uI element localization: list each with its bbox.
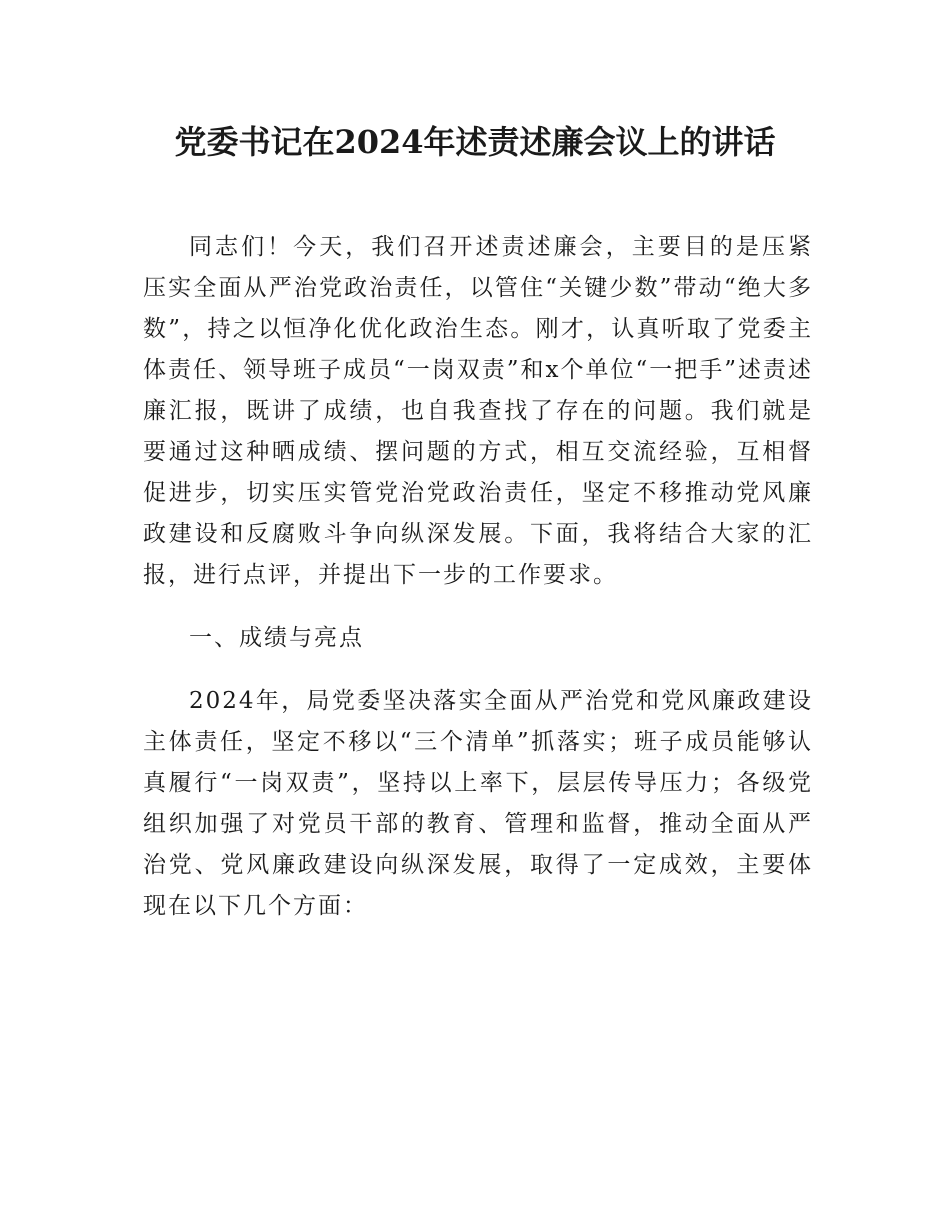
document-title: 党委书记在2024年述责述廉会议上的讲话 [174,123,776,161]
paragraph-opening: 同志们！今天，我们召开述责述廉会，主要目的是压紧压实全面从严治党政治责任，以管住“关键少数”带动“绝大多数”，持之以恒净化优化政治生态。刚才，认真听取了党委主体责任、领导班子成员“一岗双责”和x个单位“一把手”述责述廉汇报，既讲了成绩，也自我查找了存在的问题。我们就是要通过这种晒成绩、摆问题的方式，相互交流经验，互相督促进步，切实压实管党治党政治责任，坚定不移推动党风廉政建设和反腐败斗争向纵深发展。下面，我将结合大家的汇报，进行点评，并提出下一步的工作要求。 [143,234,814,588]
document-body [143,227,813,927]
section-heading: 一、成绩与亮点 [189,625,364,651]
paragraph-achievements: 2024年，局党委坚决落实全面从严治党和党风廉政建设主体责任，坚定不移以“三个清单”抓落实；班子成员能够认真履行“一岗双责”，坚持以上率下，层层传导压力；各级党组织加强了对党员干部的教育、管理和监督，推动全面从严治党、党风廉政建设向纵深发展，取得了一定成效，主要体现在以下几个方面： [143,688,813,919]
